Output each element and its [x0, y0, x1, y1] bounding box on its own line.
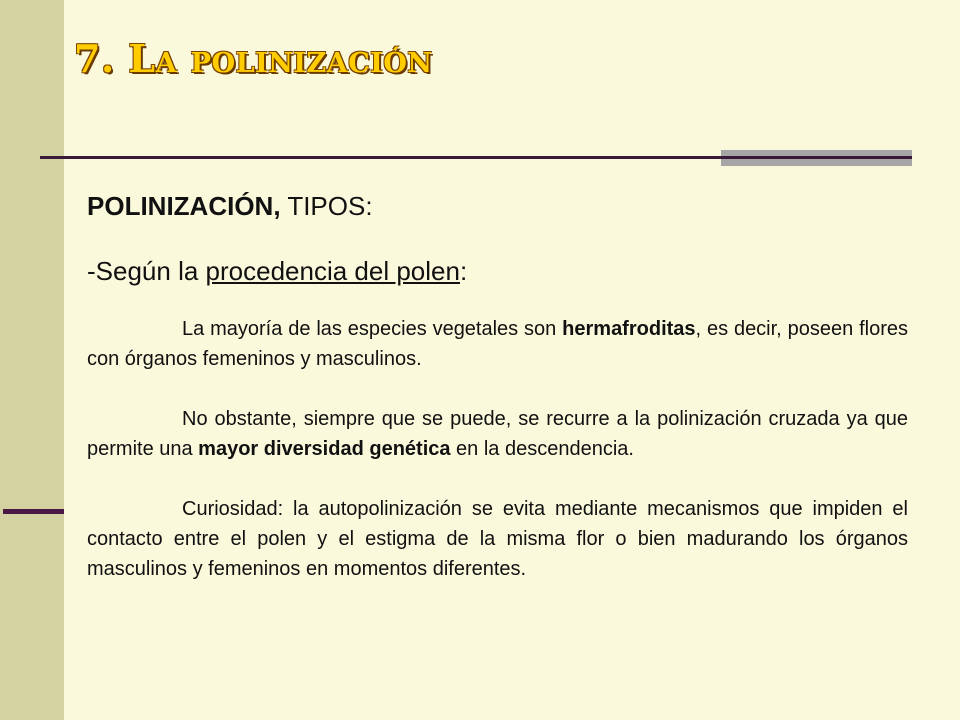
left-decorative-band [0, 0, 64, 720]
paragraph-1-bold: hermafroditas [562, 318, 696, 340]
paragraph-2-bold: mayor diversidad genética [198, 438, 451, 460]
section-heading-bold: POLINIZACIÓN, [87, 191, 281, 221]
paragraph-hermaphrodite [87, 314, 908, 374]
paragraph-cross-pollination [87, 404, 908, 464]
criterion-prefix: -Según la [87, 256, 206, 286]
criterion-underlined: procedencia del polen [205, 256, 460, 286]
title-divider-accent [721, 150, 912, 166]
criterion-heading [87, 255, 908, 287]
criterion-suffix: : [459, 256, 468, 286]
slide-title: 7. La polinización [74, 36, 433, 81]
paragraph-1-text-a: La mayoría de las especies vegetales son [182, 318, 563, 340]
paragraph-2-text-a: No obstante, siempre que se puede, se recurre a la polinización cruzada ya que permite una [87, 408, 908, 460]
section-heading-rest: TIPOS: [287, 191, 373, 221]
paragraph-1-text-c: , es decir, poseen flores con órganos femeninos y masculinos. [87, 318, 908, 370]
left-accent-bar [3, 509, 64, 514]
paragraph-3-text: Curiosidad: la autopolinización se evita mediante mecanismos que impiden el contacto entre el polen y el estigma de la misma flor o bien madurando los órganos masculinos y femeninos en momentos diferentes. [87, 498, 908, 580]
slide-body [87, 190, 908, 584]
paragraph-curiosity [87, 494, 908, 584]
section-heading [87, 190, 908, 222]
paragraph-2-text-c: en la descendencia. [450, 438, 634, 460]
